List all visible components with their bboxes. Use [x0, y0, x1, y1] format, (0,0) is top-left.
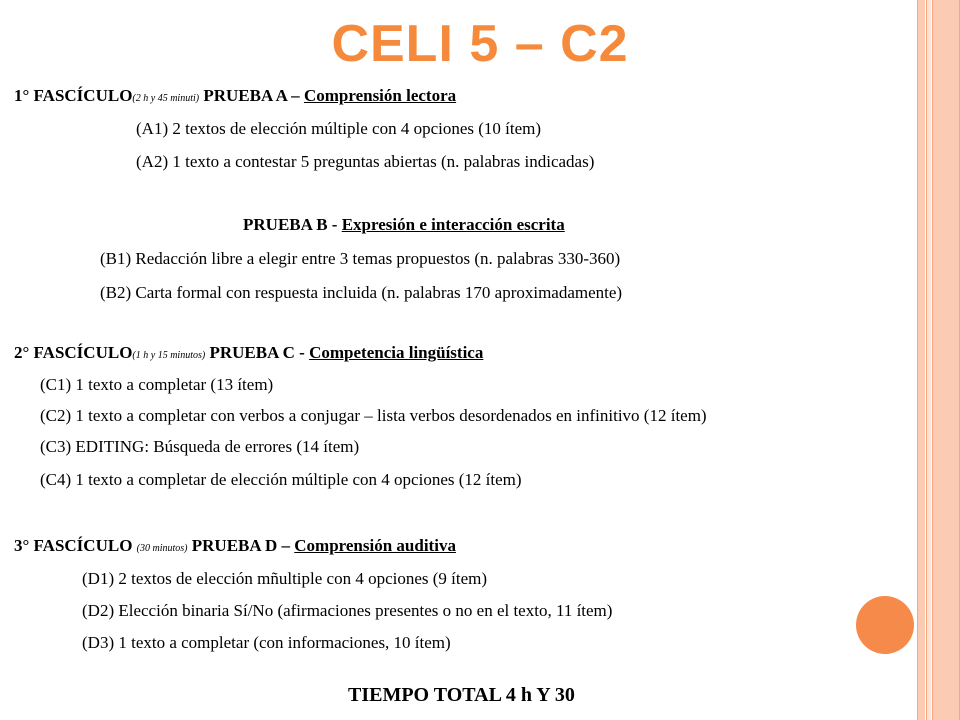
decor-line: [932, 0, 933, 720]
prueba-label: PRUEBA D –: [191, 536, 290, 555]
list-item: (D2) Elección binaria Sí/No (afirmaciones presentes o no en el texto, 11 ítem): [82, 601, 613, 620]
prueba-name: Comprensión auditiva: [294, 536, 456, 555]
prueba-name: Expresión e interacción escrita: [341, 215, 565, 234]
list-item: (C3) EDITING: Búsqueda de errores (14 ítem): [40, 437, 360, 456]
decor-stripe: [918, 0, 925, 720]
prueba-label: PRUEBA B -: [243, 215, 338, 234]
prueba-label: PRUEBA A –: [203, 86, 300, 105]
decor-line: [926, 0, 927, 720]
decor-line: [917, 0, 918, 720]
decor-stripe: [927, 0, 931, 720]
page-title: CELI 5 – C2: [331, 15, 629, 73]
section-heading-3: [14, 536, 456, 559]
decor-stripe: [933, 0, 960, 720]
list-item: (C4) 1 texto a completar de elección múltiple con 4 opciones (12 ítem): [40, 470, 522, 489]
decor-circle: [856, 596, 914, 654]
section-heading-1: [14, 86, 456, 109]
section-heading-b: [243, 215, 565, 235]
fasciculo-time: (2 h y 45 minuti): [132, 93, 200, 104]
fasciculo-label: 3° FASCÍCULO: [14, 536, 133, 555]
total-time: TIEMPO TOTAL 4 h Y 30: [348, 684, 575, 706]
fasciculo-time: (30 minutos): [136, 543, 188, 554]
list-item: (D3) 1 texto a completar (con informaciones, 10 ítem): [82, 633, 451, 652]
section-heading-2: [14, 343, 483, 366]
list-item: (C2) 1 texto a completar con verbos a conjugar – lista verbos desordenados en infinitivo (12 ítem): [40, 406, 707, 425]
list-item: (D1) 2 textos de elección mñultiple con 4 opciones (9 ítem): [82, 569, 488, 588]
fasciculo-time: (1 h y 15 minutos): [132, 350, 206, 361]
fasciculo-label: 2° FASCÍCULO: [14, 343, 133, 362]
list-item: (B1) Redacción libre a elegir entre 3 temas propuestos (n. palabras 330-360): [100, 249, 621, 268]
fasciculo-label: 1° FASCÍCULO: [14, 86, 133, 105]
prueba-label: PRUEBA C -: [209, 343, 305, 362]
prueba-name: Comprensión lectora: [303, 86, 457, 105]
list-item: (B2) Carta formal con respuesta incluida (n. palabras 170 aproximadamente): [100, 283, 623, 302]
list-item: (A2) 1 texto a contestar 5 preguntas abiertas (n. palabras indicadas): [136, 152, 595, 171]
list-item: (A1) 2 textos de elección múltiple con 4 opciones (10 ítem): [136, 119, 542, 138]
list-item: (C1) 1 texto a completar (13 ítem): [40, 375, 274, 394]
prueba-name: Competencia lingüística: [309, 343, 484, 362]
